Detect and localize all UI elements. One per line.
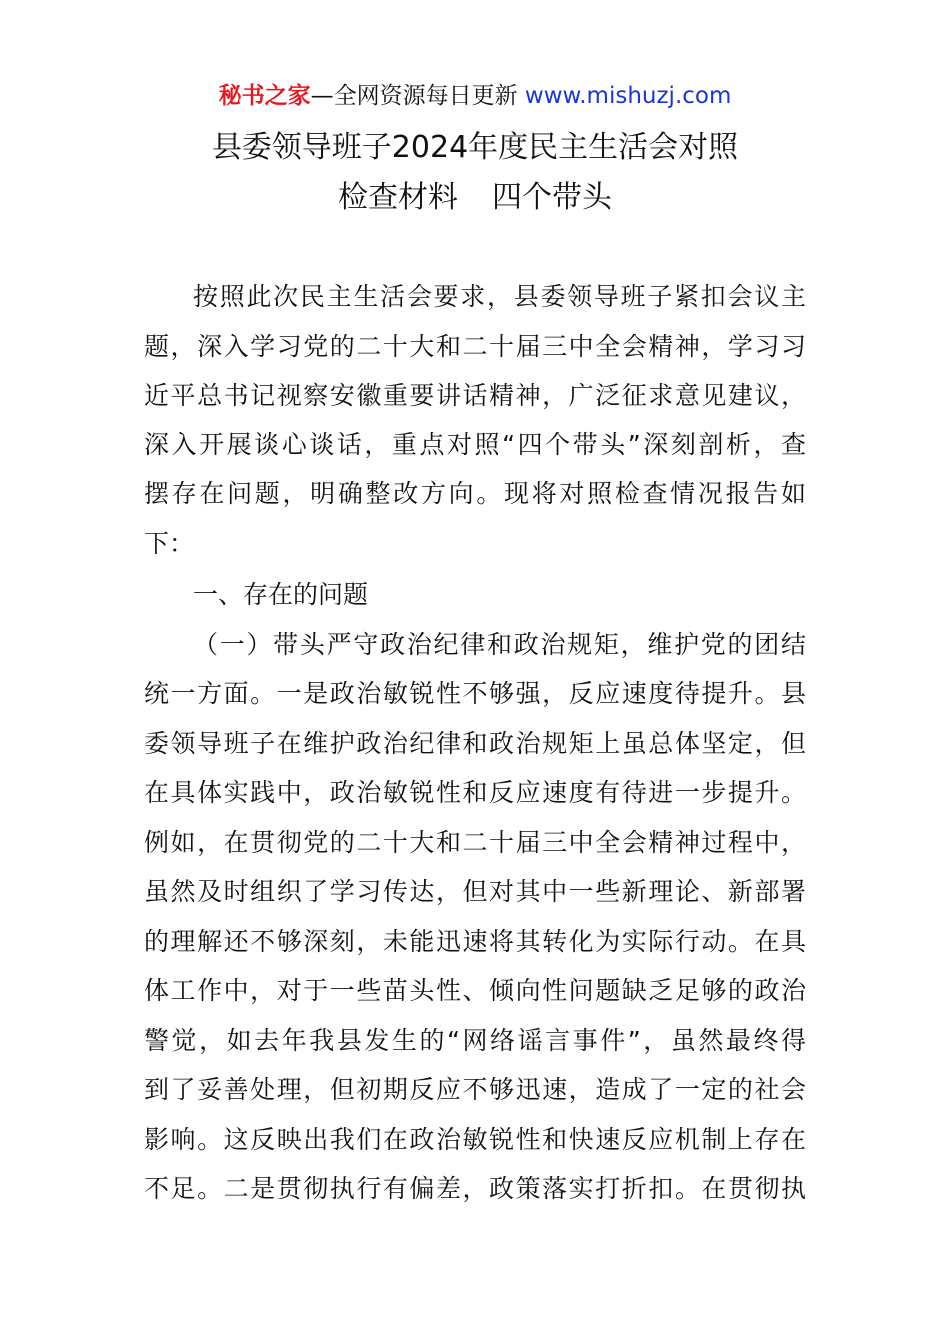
site-brand: 秘书之家 — [218, 83, 311, 109]
body-line: 虽然及时组织了学习传达，但对其中一些新理论、新部署 — [144, 877, 806, 906]
document-title-part-b: 四个带头 — [492, 180, 612, 215]
document-title-part-a: 检查材料 — [338, 180, 458, 215]
body-line: 警觉，如去年我县发生的“网络谣言事件”，虽然最终得 — [144, 1026, 806, 1055]
body-line: 例如，在贯彻党的二十大和二十届三中全会精神过程中， — [144, 828, 806, 857]
body-line: 摆存在问题，明确整改方向。现将对照检查情况报告如 — [144, 479, 806, 508]
document-title-line-2 — [0, 178, 950, 218]
site-banner — [0, 80, 950, 112]
site-url-link[interactable]: www.mishuzj.com — [524, 83, 732, 109]
body-line: 下： — [144, 529, 195, 558]
body-line: 按照此次民主生活会要求，县委领导班子紧扣会议主 — [193, 282, 806, 311]
body-line: 体工作中，对于一些苗头性、倾向性问题缺乏足够的政治 — [144, 976, 806, 1005]
document-title-line-1: 县委领导班子2024年度民主生活会对照 — [211, 130, 739, 165]
body-line: 在具体实践中，政治敏锐性和反应速度有待进一步提升。 — [144, 778, 806, 807]
body-line: 深入开展谈心谈话，重点对照“四个带头”深刻剖析，查 — [144, 430, 806, 459]
body-line: 题，深入学习党的二十大和二十届三中全会精神，学习习 — [144, 332, 806, 361]
body-line: 的理解还不够深刻，未能迅速将其转化为实际行动。在具 — [144, 927, 806, 956]
section-heading: 一、存在的问题 — [193, 580, 369, 609]
site-tagline: —全网资源每日更新 — [310, 83, 525, 109]
body-line: 统一方面。一是政治敏锐性不够强，反应速度待提升。县 — [144, 679, 806, 708]
body-line: 到了妥善处理，但初期反应不够迅速，造成了一定的社会 — [144, 1075, 806, 1104]
body-line: 委领导班子在维护政治纪律和政治规矩上虽总体坚定，但 — [144, 729, 806, 758]
body-line: （一）带头严守政治纪律和政治规矩，维护党的团结 — [193, 630, 806, 659]
body-line: 不足。二是贯彻执行有偏差，政策落实打折扣。在贯彻执 — [144, 1174, 806, 1203]
body-line: 近平总书记视察安徽重要讲话精神，广泛征求意见建议， — [144, 381, 806, 410]
body-line: 影响。这反映出我们在政治敏锐性和快速反应机制上存在 — [144, 1125, 806, 1154]
